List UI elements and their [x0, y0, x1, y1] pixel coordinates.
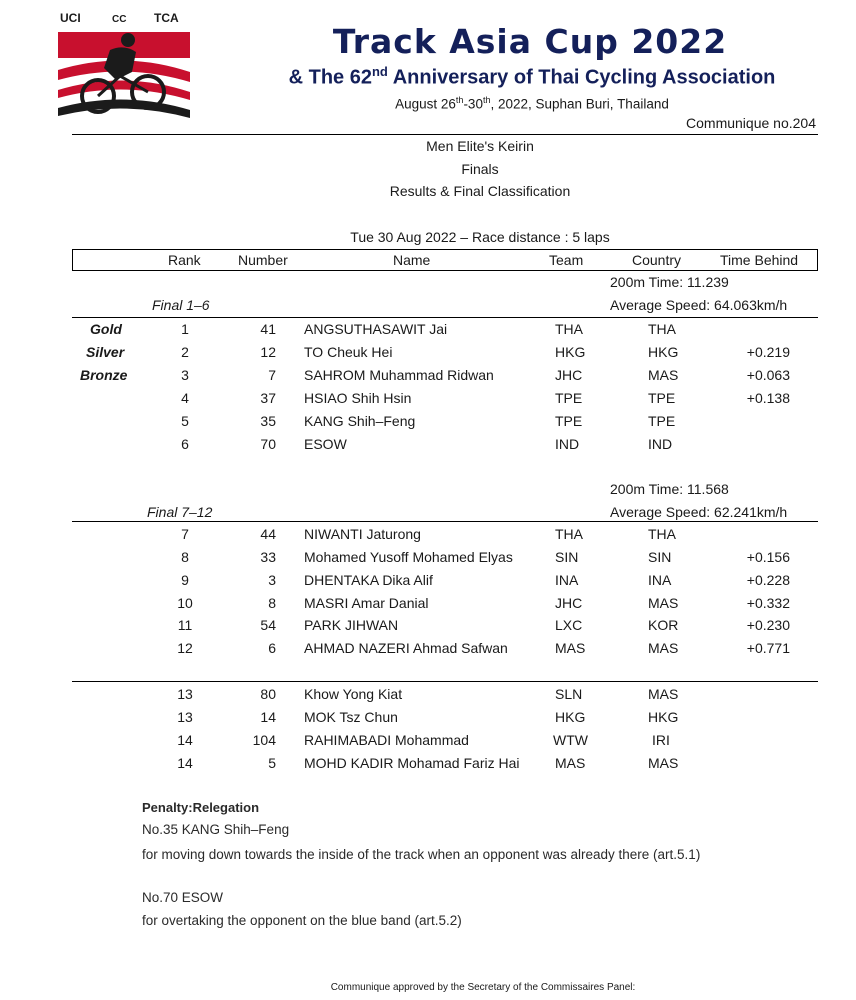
rider-name: DHENTAKA Dika Alif: [304, 572, 433, 588]
team: MAS: [555, 640, 586, 656]
medal-silver: Silver: [86, 344, 125, 360]
country: MAS: [648, 595, 679, 611]
rank: 9: [181, 572, 189, 588]
rider-name: SAHROM Muhammad Ridwan: [304, 367, 494, 383]
penalty-reason-1: for moving down towards the inside of the track when an opponent was already there (art.5.1): [142, 847, 701, 862]
number: 8: [268, 595, 276, 611]
group2-200m-time: 200m Time: 11.568: [610, 481, 729, 497]
communique-number: Communique no.204: [686, 115, 816, 131]
number: 37: [260, 390, 276, 406]
rider-name: MOHD KADIR Mohamad Fariz Hai: [304, 755, 520, 771]
team: IND: [555, 436, 580, 452]
number: 33: [260, 549, 276, 565]
number: 54: [260, 617, 276, 633]
logo-text-tca: TCA: [154, 11, 179, 25]
country: TPE: [648, 390, 676, 406]
country: KOR: [648, 617, 679, 633]
number: 5: [268, 755, 276, 771]
rider-name: AHMAD NAZERI Ahmad Safwan: [304, 640, 508, 656]
number: 44: [260, 526, 276, 542]
country: MAS: [648, 640, 679, 656]
country: MAS: [648, 755, 679, 771]
rank: 14: [177, 732, 193, 748]
rank: 3: [181, 367, 189, 383]
group2-divider: [72, 521, 818, 522]
country: TPE: [648, 413, 676, 429]
team: TPE: [555, 413, 583, 429]
rider-name: ESOW: [304, 436, 347, 452]
group2-average-speed: Average Speed: 62.241km/h: [610, 504, 788, 520]
page-title: Track Asia Cup 2022: [332, 22, 728, 61]
country: MAS: [648, 367, 679, 383]
rider-name: ANGSUTHASAWIT Jai: [304, 321, 448, 337]
rider-name: RAHIMABADI Mohammad: [304, 732, 469, 748]
team: HKG: [555, 344, 586, 360]
rank: 7: [181, 526, 189, 542]
rank: 12: [177, 640, 193, 656]
group1-average-speed: Average Speed: 64.063km/h: [610, 297, 788, 313]
rider-name: MASRI Amar Danial: [304, 595, 429, 611]
rider-name: TO Cheuk Hei: [304, 344, 393, 360]
number: 35: [260, 413, 276, 429]
team: WTW: [553, 732, 588, 748]
number: 70: [260, 436, 276, 452]
country: HKG: [648, 709, 679, 725]
number: 6: [268, 640, 276, 656]
rank: 14: [177, 755, 193, 771]
team: HKG: [555, 709, 586, 725]
rider-name: Khow Yong Kiat: [304, 686, 403, 702]
country: INA: [648, 572, 672, 588]
team: THA: [555, 526, 583, 542]
number: 104: [252, 732, 276, 748]
country: IRI: [652, 732, 670, 748]
col-name: Name: [393, 252, 431, 268]
team: MAS: [555, 755, 586, 771]
number: 3: [268, 572, 276, 588]
rider-name: NIWANTI Jaturong: [304, 526, 421, 542]
time-behind: +0.063: [746, 367, 790, 383]
rank: 11: [177, 617, 193, 633]
medal-gold: Gold: [90, 321, 122, 337]
medal-bronze: Bronze: [80, 367, 128, 383]
number: 41: [260, 321, 276, 337]
rank: 2: [181, 344, 189, 360]
number: 14: [260, 709, 276, 725]
logo-text-uci: UCI: [60, 11, 81, 25]
country: MAS: [648, 686, 679, 702]
col-number: Number: [238, 252, 288, 268]
col-team: Team: [549, 252, 584, 268]
team: SIN: [555, 549, 579, 565]
country: IND: [648, 436, 673, 452]
race-info: Tue 30 Aug 2022 – Race distance : 5 laps: [350, 229, 610, 245]
number: 7: [268, 367, 276, 383]
time-behind: +0.771: [746, 640, 790, 656]
team: THA: [555, 321, 583, 337]
team: JHC: [555, 595, 583, 611]
country: THA: [648, 321, 676, 337]
time-behind: +0.230: [746, 617, 790, 633]
event-kind: Results & Final Classification: [389, 183, 571, 199]
group1-200m-time: 200m Time: 11.239: [610, 274, 729, 290]
rider-name: HSIAO Shih Hsin: [304, 390, 412, 406]
rank: 8: [181, 549, 189, 565]
rank: 13: [177, 709, 193, 725]
group1-divider: [72, 317, 818, 318]
col-country: Country: [632, 252, 682, 268]
event-round: Finals: [461, 161, 499, 177]
rider-name: PARK JIHWAN: [304, 617, 399, 633]
rank: 10: [177, 595, 193, 611]
team: INA: [555, 572, 579, 588]
rank: 4: [181, 390, 189, 406]
rank: 6: [181, 436, 189, 452]
rank: 5: [181, 413, 189, 429]
time-behind: +0.228: [746, 572, 790, 588]
rank: 13: [177, 686, 193, 702]
col-rank: Rank: [168, 252, 201, 268]
country: HKG: [648, 344, 679, 360]
event-name: Men Elite's Keirin: [426, 138, 534, 154]
team: LXC: [555, 617, 583, 633]
country: SIN: [648, 549, 672, 565]
rank: 1: [181, 321, 189, 337]
team: SLN: [555, 686, 583, 702]
penalty-rider-2: No.70 ESOW: [142, 890, 224, 905]
event-date-location: August 26th-30th, 2022, Suphan Buri, Thailand: [395, 95, 669, 112]
group2-label: Final 7–12: [147, 504, 213, 520]
group1-label: Final 1–6: [152, 297, 210, 313]
rider-name: Mohamed Yusoff Mohamed Elyas: [304, 549, 513, 565]
footer-note: Communique approved by the Secretary of the Commissaires Panel:: [330, 982, 636, 993]
time-behind: +0.138: [746, 390, 790, 406]
col-time-behind: Time Behind: [720, 252, 799, 268]
team: JHC: [555, 367, 583, 383]
number: 12: [260, 344, 276, 360]
page-subtitle: & The 62nd Anniversary of Thai Cycling Association: [288, 64, 776, 89]
header-divider: [72, 134, 818, 135]
penalty-title: Penalty:Relegation: [142, 800, 260, 815]
time-behind: +0.332: [746, 595, 790, 611]
country: THA: [648, 526, 676, 542]
logo-text-cc: CC: [112, 14, 127, 25]
penalty-rider-1: No.35 KANG Shih–Feng: [142, 822, 290, 837]
rider-name: KANG Shih–Feng: [304, 413, 416, 429]
penalty-reason-2: for overtaking the opponent on the blue band (art.5.2): [142, 913, 462, 928]
number: 80: [260, 686, 276, 702]
group3-divider: [72, 681, 818, 682]
time-behind: +0.156: [746, 549, 790, 565]
rider-name: MOK Tsz Chun: [304, 709, 398, 725]
team: TPE: [555, 390, 583, 406]
time-behind: +0.219: [746, 344, 790, 360]
